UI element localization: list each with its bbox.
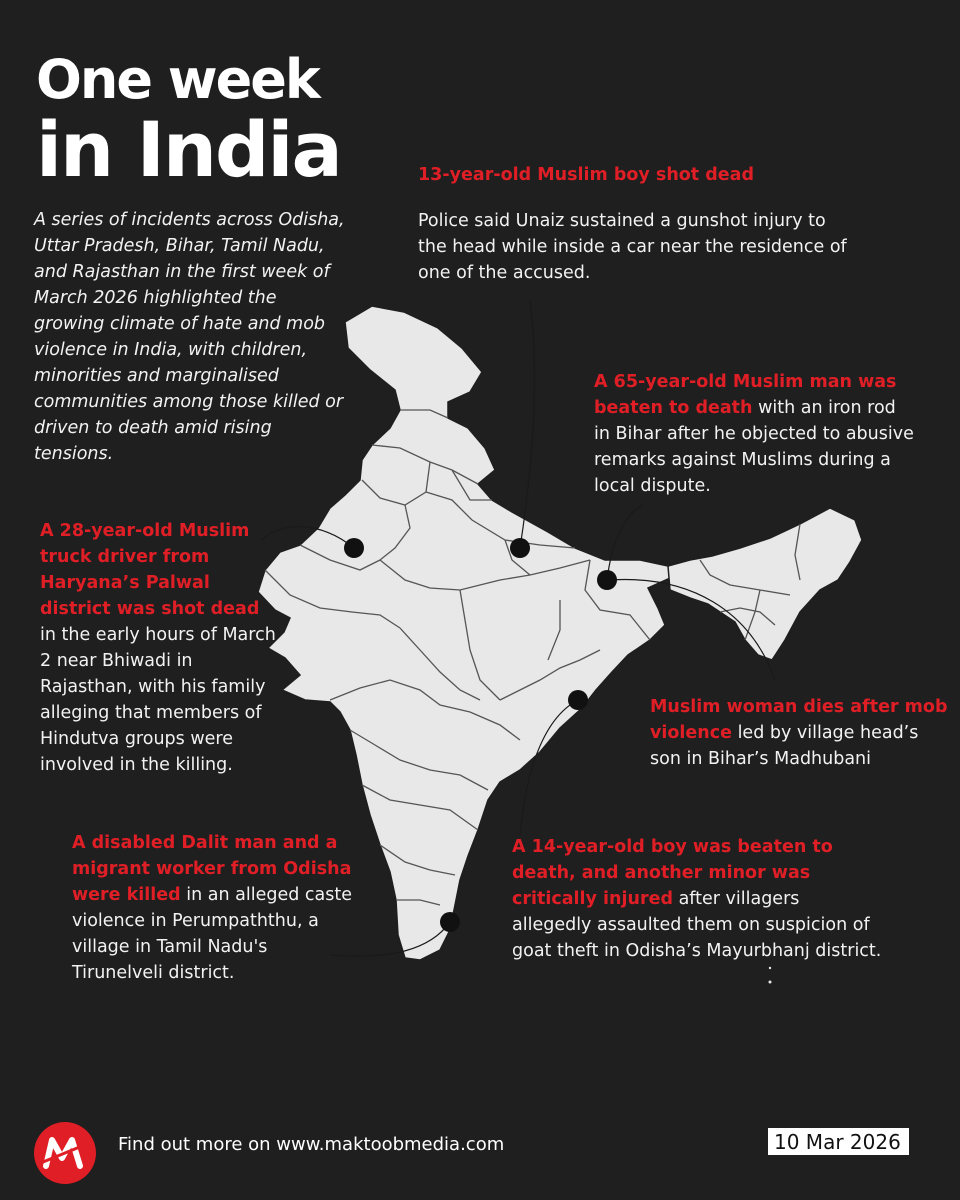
title-line-1: One week [36, 48, 319, 111]
intro-paragraph: A series of incidents across Odisha, Uttar Pradesh, Bihar, Tamil Nadu, and Rajasthan in the first week of March 2026 highlighted the growing climate of hate and mob violence in India, with children, minorities and marginalised communities among those killed or driven to death amid rising tensions. [34, 210, 345, 464]
incident-highlight: A 14-year-old boy was beaten to death, and another minor was critically injured [512, 837, 833, 909]
incident-description: in the early hours of March 2 near Bhiwadi in Rajasthan, with his family alleging that members of Hindutva groups were involved in the killing. [40, 625, 276, 775]
incident-dalit-man [72, 830, 352, 986]
incident-highlight: A 65-year-old Muslim man was beaten to death [594, 372, 897, 418]
maktoob-m-logo-icon [34, 1122, 96, 1184]
incident-marker-odisha [568, 690, 588, 710]
incident-truck-driver [40, 518, 280, 778]
title-line-2: in India [36, 105, 341, 194]
incident-marker-bihar [597, 570, 617, 590]
incident-bihar-man [594, 369, 914, 499]
incident-description: led by village head’s son in Bihar’s Madhubani [650, 723, 919, 769]
island-dot [769, 967, 771, 969]
incident-description: in an alleged caste violence in Perumpaththu, a village in Tamil Nadu's Tirunelveli district. [72, 885, 352, 983]
incident-highlight: Muslim woman dies after mob violence [650, 697, 948, 743]
incident-boy-shot [418, 162, 848, 286]
incident-odisha-boy [512, 834, 882, 964]
date-badge: 10 Mar 2026 [768, 1128, 909, 1155]
incident-marker-up [510, 538, 530, 558]
incident-marker-tamil-nadu [440, 912, 460, 932]
island-dot [769, 981, 772, 984]
website-link[interactable]: Find out more on www.maktoobmedia.com [118, 1134, 505, 1155]
page-title [36, 48, 341, 194]
incident-highlight: 13-year-old Muslim boy shot dead [418, 165, 754, 185]
incident-madhubani-woman [650, 694, 950, 772]
incident-description: with an iron rod in Bihar after he objected to abusive remarks against Muslims during a local dispute. [594, 398, 914, 496]
incident-marker-rajasthan [344, 538, 364, 558]
incident-highlight: A disabled Dalit man and a migrant worker from Odisha were killed [72, 833, 352, 905]
incident-description: after villagers allegedly assaulted them on suspicion of goat theft in Odisha’s Mayurbhanj district. [512, 889, 882, 961]
incident-highlight: A 28-year-old Muslim truck driver from Haryana’s Palwal district was shot dead [40, 521, 260, 619]
northeast-shape [668, 508, 862, 660]
incident-description: Police said Unaiz sustained a gunshot injury to the head while inside a car near the residence of one of the accused. [418, 211, 847, 283]
